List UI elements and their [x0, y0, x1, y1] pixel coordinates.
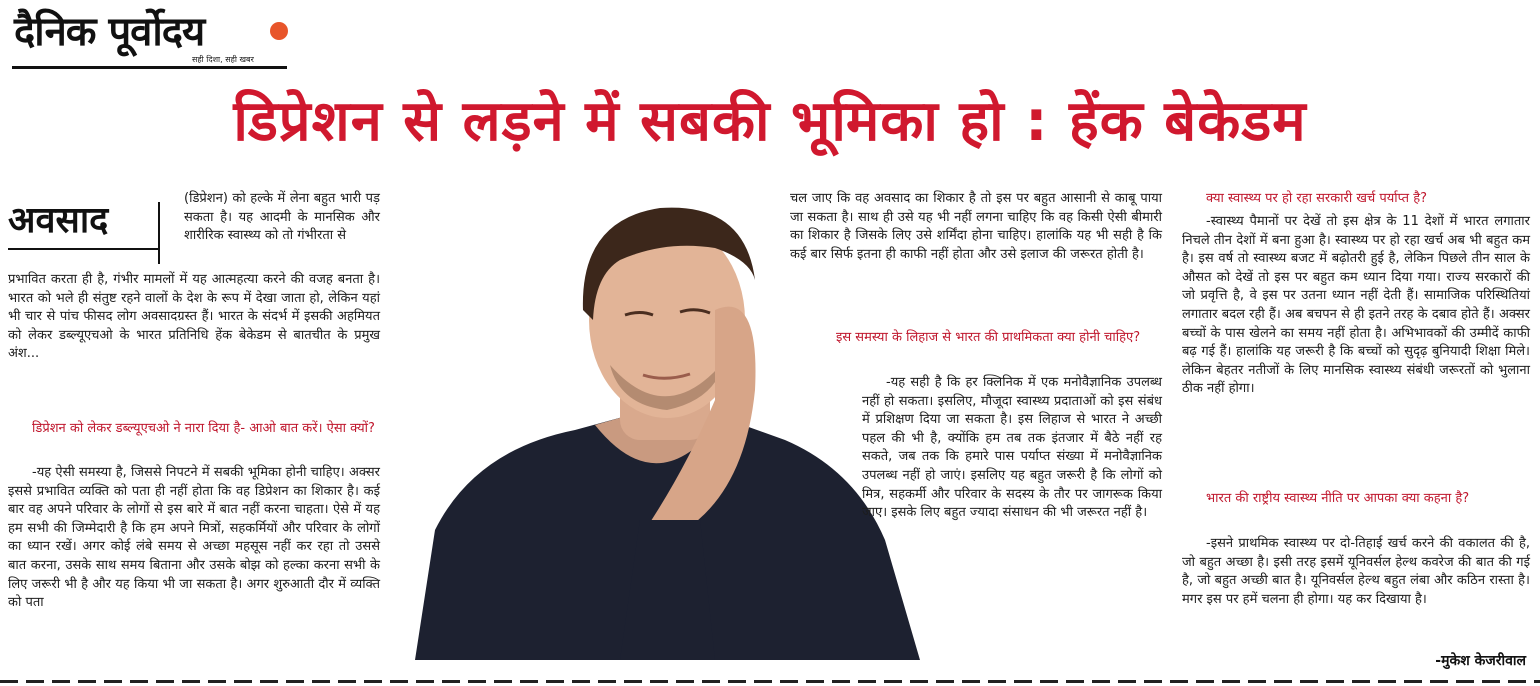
question-3: क्या स्वास्थ्य पर हो रहा सरकारी खर्च पर्याप्त है? — [1206, 191, 1428, 206]
masthead-rule — [12, 66, 287, 69]
question-2: इस समस्या के लिहाज से भारत की प्राथमिकता क्या होनी चाहिए? — [836, 330, 1141, 345]
answer-1-continued: चल जाए कि वह अवसाद का शिकार है तो इस पर बहुत आसानी से काबू पाया जा सकता है। साथ ही उसे यह भी नहीं लगना चाहिए कि वह किसी ऐसी बीमारी का शिकार है जिसके लिए उसे शर्मिंदा होना चाहिए। हालांकि यह भी सही है कि कई बार सिर्फ इतना ही काफी नहीं होता और उसे इलाज की जरूरत होती है। — [790, 191, 1162, 262]
intro-text-a: (डिप्रेशन) को हल्के में लेना बहुत भारी पड़ सकता है। यह आदमी के मानसिक और शारीरिक स्वास्थ्य को तो गंभीरता से — [184, 191, 380, 244]
kicker — [8, 198, 168, 258]
masthead-title: दैनिक पूर्वोदय — [14, 9, 205, 55]
answer-2: -यह सही है कि हर क्लिनिक में एक मनोवैज्ञानिक उपलब्ध नहीं हो सकता। इसलिए, मौजूदा स्वास्थ्य प्रदाताओं को इस संबंध में प्रशिक्षण दिया जा सकता है। इस लिहाज से भारत ने अच्छी पहल की भी है, क्योंकि हम तब तक इंतजार में बैठे नहीं रह सकते, जब तक कि हमारे पास पर्याप्त संख्या में मनोवैज्ञानिक उपलब्ध नहीं हो जाएं। इसलिए यह बहुत जरूरी है कि लोगों को मित्र, सहकर्मी और परिवार के सदस्य के तौर पर जागरूक किया जाए। इसके लिए बहुत ज्यादा संसाधन की भी जरूरत नहीं है। — [862, 375, 1162, 521]
bottom-dashed-rule — [0, 680, 1540, 683]
masthead-logo — [12, 8, 287, 72]
answer-4: -इसने प्राथमिक स्वास्थ्य पर दो-तिहाई खर्च करने की वकालत की है, जो बहुत अच्छा है। इसी तरह इसमें यूनिवर्सल हेल्थ कवरेज की बात की गई है, जो बहुत अच्छी बात है। यूनिवर्सल हेल्थ बहुत लंबा और कठिन रास्ता है। मगर इस पर हमें चलना ही होगा। यह कर दिखाया है। — [1182, 536, 1530, 607]
depressed-man-photo — [415, 200, 920, 660]
answer-1: -यह ऐसी समस्या है, जिससे निपटने में सबकी भूमिका होनी चाहिए। अक्सर इससे प्रभावित व्यक्ति को पता ही नहीं होता कि वह डिप्रेशन का शिकार है। कई बार वह अपने परिवार के लोगों से इस बारे में बात नहीं करना चाहता। ऐसे में यह हम सभी की जिम्मेदारी है कि हम अपने मित्रों, सहकर्मियों और परिवार के लोगों का ध्यान रखें। अगर कोई लंबे समय से अच्छा महसूस नहीं कर रहा तो उससे बात करना, उसके साथ समय बिताना और उसके बोझ को हल्का करना सभी के लिए जरूरी भी है और यह किया भी जा सकता है। अगर शुरुआती दौर में व्यक्ति को पता — [8, 465, 380, 611]
answer-3: -स्वास्थ्य पैमानों पर देखें तो इस क्षेत्र के 11 देशों में भारत लगातार निचले तीन देशों में बना हुआ है। स्वास्थ्य पर हो रहा खर्च अब भी बहुत कम है। इस वर्ष तो स्वास्थ्य बजट में बढ़ोतरी हुई है, लेकिन पिछले तीन साल के औसत को देखें तो इस पर बहुत कम ध्यान दिया गया। राज्य सरकारों की जो प्रवृत्ति है, वे इस पर उतना ध्यान नहीं देती हैं। सामाजिक परिस्थितियां लगातार बदल रही हैं। अब बचपन से ही इतने तरह के दबाव होते हैं। अक्सर बच्चों के पास खेलने का समय नहीं होता है। अभिभावकों की उम्मीदें काफी बढ़ गई हैं। हालांकि यह जरूरी है कि बच्चों को सुदृढ़ बुनियादी शिक्षा मिले। लेकिन बेहतर नतीजों के लिए मानसिक स्वास्थ्य संबंधी जरूरतों को भुलाना ठीक नहीं होगा। — [1182, 214, 1530, 397]
masthead-tagline: सही दिशा, सही खबर — [192, 55, 254, 64]
kicker-divider — [158, 202, 160, 264]
question-1: डिप्रेशन को लेकर डब्ल्यूएचओ ने नारा दिया है- आओ बात करें। ऐसा क्यों? — [32, 421, 375, 436]
intro-text-b: प्रभावित करता ही है, गंभीर मामलों में यह आत्महत्या करने की वजह बनता है। भारत को भले ही संतुष्ट रहने वालों के देश के रूप में देखा जाता हो, लेकिन यहां भी चार से पांच फीसद लोग अवसादग्रस्त हैं। भारत के संदर्भ में इसकी अहमियत को लेकर डब्ल्यूएचओ के भारत प्रतिनिधि हेंक बेकेडम से बातचीत के प्रमुख अंश... — [8, 272, 380, 362]
kicker-underline — [8, 248, 160, 250]
question-4: भारत की राष्ट्रीय स्वास्थ्य नीति पर आपका क्या कहना है? — [1206, 491, 1470, 506]
author-signature: -मुकेश केजरीवाल — [1435, 653, 1526, 669]
headline: डिप्रेशन से लड़ने में सबकी भूमिका हो : हेंक बेकेडम — [233, 89, 1307, 154]
logo-dot-icon — [270, 22, 288, 40]
kicker-text: अवसाद — [8, 200, 109, 241]
